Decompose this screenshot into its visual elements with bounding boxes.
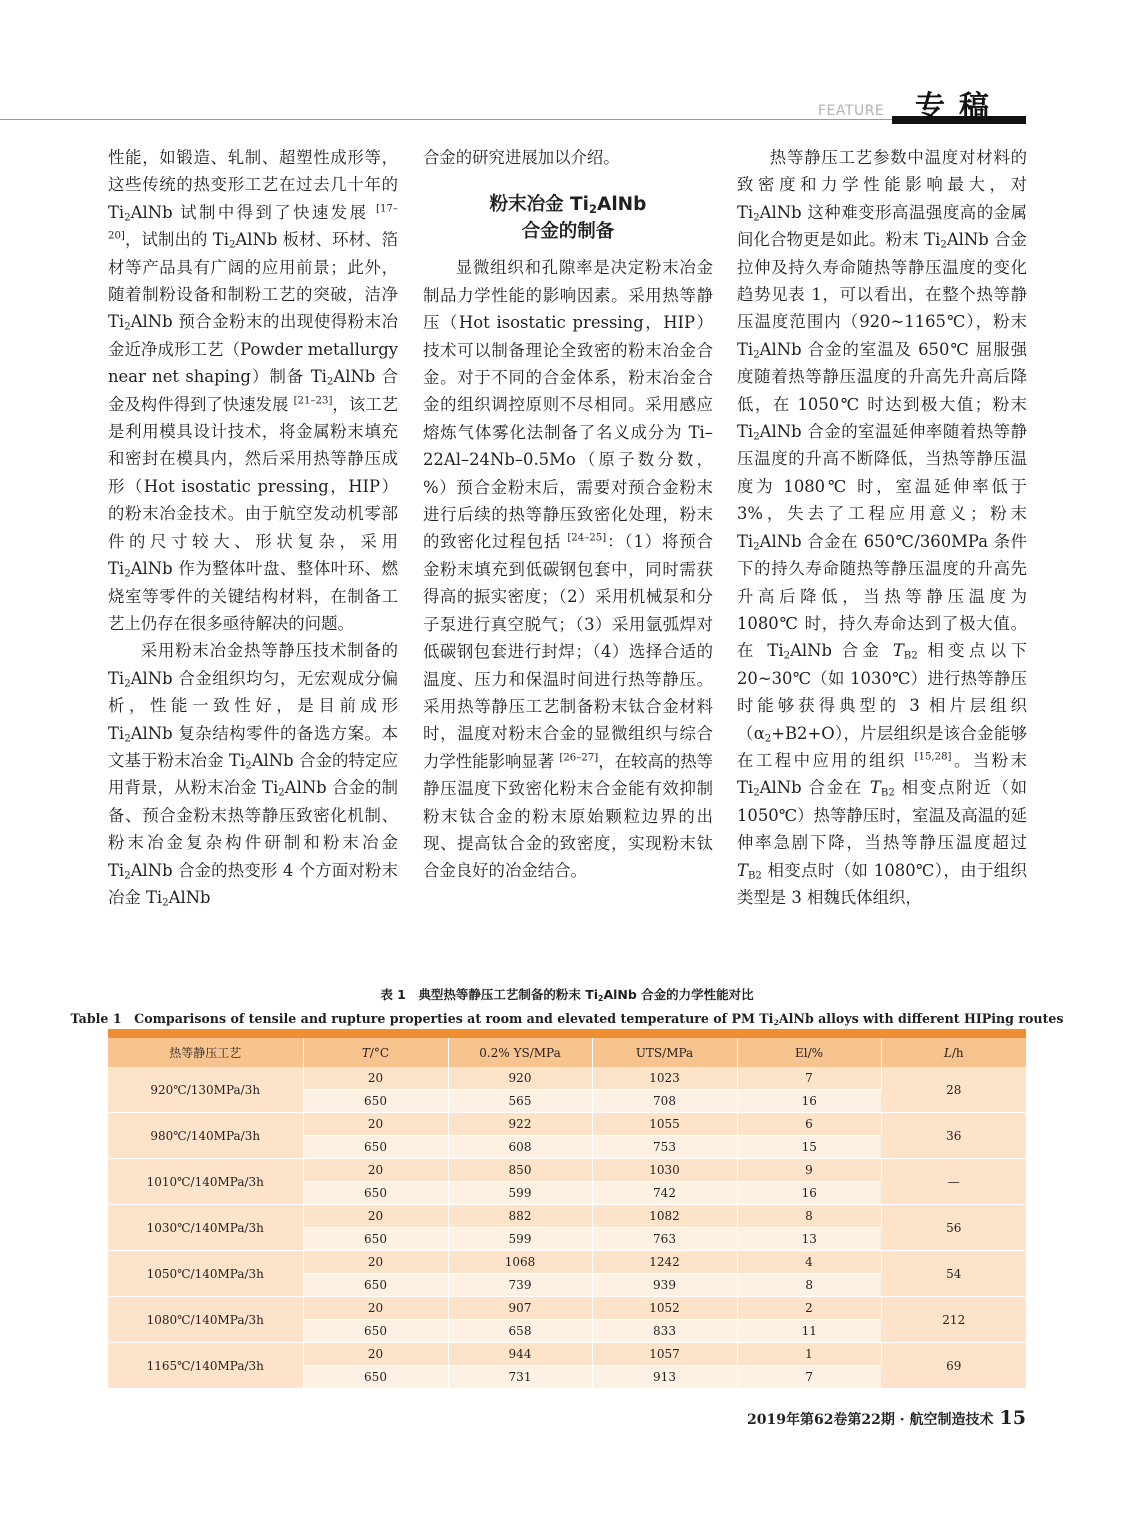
cell-elongation: 13 [737, 1228, 881, 1251]
table-top-stripe [108, 1029, 1026, 1038]
cell-uts: 742 [592, 1182, 737, 1205]
cell-uts: 913 [592, 1366, 737, 1389]
cell-temperature: 650 [303, 1182, 448, 1205]
text-column-3 [737, 144, 1027, 911]
header-process: 热等静压工艺 [108, 1038, 303, 1067]
cell-yield-strength: 944 [448, 1343, 592, 1366]
cell-temperature: 20 [303, 1251, 448, 1274]
cell-life: 36 [881, 1113, 1026, 1159]
cell-uts: 708 [592, 1090, 737, 1113]
section-heading: 粉末冶金 $Ti_2AlNb$ 合金的制备 [489, 194, 647, 243]
cell-uts: 1082 [592, 1205, 737, 1228]
cell-temperature: 20 [303, 1113, 448, 1136]
cell-elongation: 8 [737, 1274, 881, 1297]
cell-process: 1080℃/140MPa/3h [108, 1297, 303, 1343]
cell-elongation: 15 [737, 1136, 881, 1159]
cell-elongation: 7 [737, 1067, 881, 1090]
table-row [108, 1067, 1026, 1090]
table-header-row [108, 1038, 1026, 1067]
cell-temperature: 20 [303, 1205, 448, 1228]
cell-temperature: 650 [303, 1090, 448, 1113]
text-column-2 [423, 144, 713, 885]
table-caption-cn: 表 1 典型热等静压工艺制备的粉末 $Ti_2AlNb$ 合金的力学性能对比 [380, 987, 754, 1003]
paragraph: 性能，如锻造、轧制、超塑性成形等，这些传统的热变形工艺在过去几十年的 $Ti_2AlNb$ 试制中得到了快速发展 [17–20]，试制出的 $Ti_2AlNb$ 板材、环材、箔材等产品具有广阔的应用前景；此外，随着制粉设备和制粉工艺的突破，洁净 $Ti_2AlNb$ 预合金粉末的出现使得粉末冶金近净成形工艺（Powder metallurgy near net shaping）制备 $Ti_2AlNb$ 合金及构件得到了快速发展 [21–23]，该工艺是利用模具设计技术，将金属粉末填充和密封在模具内，然后采用热等静压成形（Hot isostatic pressing，HIP）的粉末冶金技术。由于航空发动机零部件的尺寸较大、形状复杂，采用 $Ti_2AlNb$ 作为整体叶盘、整体叶环、燃烧室等零件的关键结构材料，在制备工艺上仍存在很多亟待解决的问题。 [108, 148, 398, 633]
cell-yield-strength: 739 [448, 1274, 592, 1297]
cell-elongation: 6 [737, 1113, 881, 1136]
cell-elongation: 8 [737, 1205, 881, 1228]
cell-elongation: 7 [737, 1366, 881, 1389]
table-row [108, 1251, 1026, 1274]
cell-temperature: 20 [303, 1343, 448, 1366]
cell-uts: 1055 [592, 1113, 737, 1136]
cell-uts: 939 [592, 1274, 737, 1297]
cell-process: 920℃/130MPa/3h [108, 1067, 303, 1113]
cell-process: 980℃/140MPa/3h [108, 1113, 303, 1159]
paragraph: 合金的研究进展加以介绍。 [423, 148, 620, 167]
cell-uts: 763 [592, 1228, 737, 1251]
cell-yield-strength: 599 [448, 1182, 592, 1205]
table-caption-en: Table 1 Comparisons of tensile and rupture properties at room and elevated temperature of PM $Ti_2AlNb$ alloys with different HIPing routes [70, 1011, 1064, 1027]
paragraph: 采用粉末冶金热等静压技术制备的 $Ti_2AlNb$ 合金组织均匀，无宏观成分偏析，性能一致性好，是目前成形 $Ti_2AlNb$ 复杂结构零件的备选方案。本文基于粉末冶金 $Ti_2AlNb$ 合金的特定应用背景，从粉末冶金 $Ti_2AlNb$ 合金的制备、预合金粉末热等静压致密化机制、粉末冶金复杂构件研制和粉末冶金 $Ti_2AlNb$ 合金的热变形 4 个方面对粉末冶金 $Ti_2AlNb$ [108, 641, 399, 909]
cell-life: 69 [881, 1343, 1026, 1389]
page-footer [747, 1407, 1026, 1429]
cell-uts: 1052 [592, 1297, 737, 1320]
text-column-1 [108, 144, 398, 911]
cell-yield-strength: 599 [448, 1228, 592, 1251]
cell-uts: 1030 [592, 1159, 737, 1182]
cell-life: 54 [881, 1251, 1026, 1297]
cell-life: 28 [881, 1067, 1026, 1113]
paragraph: 热等静压工艺参数中温度对材料的致密度和力学性能影响最大，对 $Ti_2AlNb$ 这种难变形高温强度高的金属间化合物更是如此。粉末 $Ti_2AlNb$ 合金拉伸及持久寿命随热等静压温度的变化趋势见表 1，可以看出，在整个热等静压温度范围内（920~1165℃），粉末 $Ti_2AlNb$ 合金的室温及 650℃ 屈服强度随着热等静压温度的升高先升高后降低，在 1050℃ 时达到极大值；粉末 $Ti_2AlNb$ 合金的室温延伸率随着热等静压温度的升高不断降低，当热等静压温度为 1080℃ 时，室温延伸率低于 3%，失去了工程应用意义；粉末 $Ti_2AlNb$ 合金在 650℃/360MPa 条件下的持久寿命随热等静压温度的升高先升高后降低，当热等静压温度为 1080℃ 时，持久寿命达到了极大值。在 $Ti_2AlNb$ 合金 $T_{B2}$ 相变点以下 20~30℃（如 1030℃）进行热等静压时能够获得典型的 3 相片层组织$(\alpha_2+B2+O)$，片层组织是该合金能够在工程中应用的组织 [15,28]。当粉末 $Ti_2AlNb$ 合金在 $T_{B2}$ 相变点附近（如 1050℃）热等静压时，室温及高温的延伸率急剧下降，当热等静压温度超过 $T_{B2}$ 相变点时（如 1080℃），由于组织类型是 3 相魏氏体组织， [737, 148, 1027, 907]
header-rule [0, 119, 895, 120]
header-life: L/h [881, 1038, 1026, 1067]
paragraph: 显微组织和孔隙率是决定粉末冶金制品力学性能的影响因素。采用热等静压（Hot isostatic pressing，HIP）技术可以制备理论全致密的粉末冶金合金。对于不同的合金体系，粉末冶金合金的组织调控原则不尽相同。采用感应熔炼气体雾化法制备了名义成分为 Ti–22Al–24Nb–0.5Mo（原子数分数，%）预合金粉末后，需要对预合金粉末进行后续的热等静压致密化处理，粉末的致密化过程包括 [24–25]：（1）将预合金粉末填充到低碳钢包套中，同时需获得高的振实密度；（2）采用机械泵和分子泵进行真空脱气；（3）采用氩弧焊对低碳钢包套进行封焊；（4）选择合适的温度、压力和保温时间进行热等静压。采用热等静压工艺制备粉末钛合金材料时，温度对粉末合金的显微组织与综合力学性能影响显著 [26–27]，在较高的热等静压温度下致密化粉末合金能有效抑制粉末钛合金的粉末原始颗粒边界的出现、提高钛合金的致密度，实现粉末钛合金良好的冶金结合。 [423, 258, 713, 881]
cell-yield-strength: 922 [448, 1113, 592, 1136]
cell-yield-strength: 850 [448, 1159, 592, 1182]
cell-temperature: 650 [303, 1136, 448, 1159]
cell-process: 1050℃/140MPa/3h [108, 1251, 303, 1297]
cell-temperature: 20 [303, 1297, 448, 1320]
cell-uts: 1057 [592, 1343, 737, 1366]
cell-yield-strength: 565 [448, 1090, 592, 1113]
table-row [108, 1205, 1026, 1228]
header-temperature: T/°C [303, 1038, 448, 1067]
cell-uts: 1242 [592, 1251, 737, 1274]
cell-yield-strength: 658 [448, 1320, 592, 1343]
cell-yield-strength: 608 [448, 1136, 592, 1159]
cell-life: 212 [881, 1297, 1026, 1343]
feature-label: FEATURE [818, 103, 885, 119]
cell-yield-strength: 882 [448, 1205, 592, 1228]
table-row [108, 1297, 1026, 1320]
page-number: 15 [999, 1407, 1026, 1429]
cell-temperature: 650 [303, 1274, 448, 1297]
cell-elongation: 1 [737, 1343, 881, 1366]
cell-yield-strength: 1068 [448, 1251, 592, 1274]
section-title: 专稿 [915, 90, 1003, 125]
cell-temperature: 20 [303, 1159, 448, 1182]
cell-yield-strength: 731 [448, 1366, 592, 1389]
cell-life: — [881, 1159, 1026, 1205]
cell-uts: 753 [592, 1136, 737, 1159]
cell-elongation: 11 [737, 1320, 881, 1343]
properties-table [108, 1029, 1026, 1389]
cell-temperature: 650 [303, 1228, 448, 1251]
table-row [108, 1113, 1026, 1136]
cell-uts: 833 [592, 1320, 737, 1343]
header-elongation: El/% [737, 1038, 881, 1067]
cell-elongation: 9 [737, 1159, 881, 1182]
cell-elongation: 2 [737, 1297, 881, 1320]
table-row [108, 1343, 1026, 1366]
cell-temperature: 650 [303, 1320, 448, 1343]
cell-process: 1165℃/140MPa/3h [108, 1343, 303, 1389]
cell-elongation: 16 [737, 1182, 881, 1205]
cell-yield-strength: 907 [448, 1297, 592, 1320]
cell-elongation: 16 [737, 1090, 881, 1113]
cell-yield-strength: 920 [448, 1067, 592, 1090]
journal-info: 2019年第62卷第22期 · 航空制造技术 [746, 1412, 994, 1428]
cell-elongation: 4 [737, 1251, 881, 1274]
cell-process: 1030℃/140MPa/3h [108, 1205, 303, 1251]
cell-process: 1010℃/140MPa/3h [108, 1159, 303, 1205]
cell-uts: 1023 [592, 1067, 737, 1090]
cell-life: 56 [881, 1205, 1026, 1251]
header-yield-strength: 0.2% YS/MPa [448, 1038, 592, 1067]
header-uts: UTS/MPa [592, 1038, 737, 1067]
cell-temperature: 20 [303, 1067, 448, 1090]
cell-temperature: 650 [303, 1366, 448, 1389]
table-row [108, 1159, 1026, 1182]
